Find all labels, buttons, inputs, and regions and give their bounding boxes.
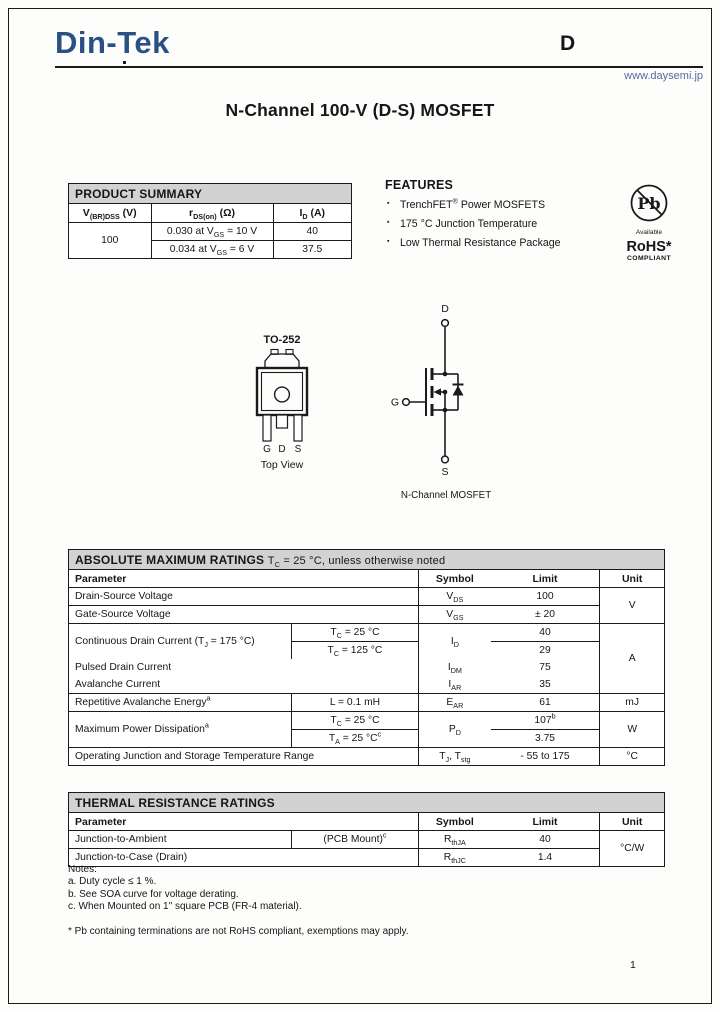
symbol-ear: $E_{AR}$ (419, 694, 491, 712)
cond-pcb-mount: (PCB Mount)$^c$ (291, 831, 418, 849)
unit-a: A (600, 624, 664, 694)
table-row (69, 831, 664, 849)
limit-pd-107: 107$^b$ (491, 712, 600, 730)
source-label: S (441, 466, 449, 478)
param-tj: Operating Junction and Storage Temperature Range (75, 751, 315, 762)
param-iar: Avalanche Current (69, 676, 419, 694)
param-rthjc: Junction-to-Case (Drain) (75, 852, 188, 863)
feature-item: ▪ TrenchFET® Power MOSFETS (385, 199, 620, 211)
svg-text:Pb: Pb (637, 194, 661, 213)
header-symbol: Symbol (419, 570, 491, 588)
note-c: c. When Mounted on 1" square PCB (FR-4 material). (68, 901, 302, 913)
header-parameter: Parameter (69, 570, 419, 588)
unit-w: W (600, 712, 664, 748)
header-parameter: Parameter (69, 813, 419, 831)
unit-v: V (600, 588, 664, 624)
cond-tc25: $T_C = 25$ °C (291, 624, 418, 642)
header-symbol: Symbol (419, 813, 491, 831)
cell-id-37: 37.5 (273, 241, 351, 259)
cond-ear: L = 0.1 mH (291, 694, 418, 712)
header-unit: Unit (600, 813, 664, 831)
header-rule (55, 66, 703, 68)
symbol-vds: $V_{DS}$ (419, 588, 491, 606)
table-row (69, 588, 664, 606)
rohs-label: RoHS* (626, 239, 672, 255)
pin-label-s: S (294, 444, 302, 455)
param-ear: Repetitive Avalanche Energy$^a$ (69, 694, 291, 712)
symbol-iar: $I_{AR}$ (419, 676, 491, 694)
param-vds: Drain-Source Voltage (69, 588, 419, 606)
package-name: TO-252 (263, 334, 301, 346)
col-header-rdson: $r_{DS(on)}$ (Ω) (151, 204, 273, 223)
pin-label-g: G (263, 444, 271, 455)
cell-id-40: 40 (273, 223, 351, 241)
abs-max-table (68, 549, 665, 766)
param-pd: Maximum Power Dissipation$^a$ (69, 712, 291, 748)
header-limit: Limit (491, 570, 600, 588)
cell-vbr-value: 100 (101, 235, 119, 246)
product-summary-table (68, 183, 352, 259)
compliant-label: COMPLIANT (627, 255, 671, 262)
symbol-rthja: $R_{thJA}$ (419, 831, 491, 849)
brand-logo: Din-Tek (55, 25, 170, 60)
drain-label: D (441, 303, 449, 315)
table-row (69, 606, 664, 624)
table-row (69, 223, 351, 241)
table-row (69, 694, 664, 712)
website-link[interactable]: www.daysemi.jp (624, 70, 703, 82)
note-a: a. Duty cycle ≤ 1 %. (68, 876, 157, 888)
package-caption: Top View (260, 459, 304, 471)
notes-section (68, 864, 302, 914)
abs-max-grid (69, 570, 664, 765)
col-header-id: $I_D$ (A) (273, 204, 351, 223)
schematic-caption: N-Channel MOSFET (400, 490, 492, 501)
param-id: Continuous Drain Current ($T_J = 175$ °C) (75, 636, 255, 650)
gate-label: G (390, 396, 400, 409)
pb-free-icon (628, 182, 670, 224)
table-header-row (69, 570, 664, 588)
thermal-table (68, 792, 665, 867)
cell-rds-10v: 0.030 at $V_{GS} = 10$ V (151, 223, 273, 241)
features-title: FEATURES (385, 178, 454, 192)
table-header-row (69, 813, 664, 831)
table-row (69, 659, 664, 676)
compliance-badges (616, 182, 682, 262)
package-drawing (230, 331, 335, 476)
table-row (69, 748, 664, 766)
limit-rthja: 40 (491, 831, 600, 849)
limit-pd-375: 3.75 (491, 730, 600, 748)
limit-id-125: 29 (539, 645, 551, 656)
symbol-vgs: $V_{GS}$ (419, 606, 491, 624)
header-unit: Unit (600, 570, 664, 588)
symbol-rthjc: $R_{thJC}$ (419, 849, 491, 867)
feature-item: ▪ Low Thermal Resistance Package (385, 237, 620, 249)
limit-idm: 75 (539, 662, 551, 673)
param-vgs: Gate-Source Voltage (69, 606, 419, 624)
header-limit: Limit (491, 813, 600, 831)
cell-rds-6v: 0.034 at $V_{GS} = 6$ V (151, 241, 273, 259)
doc-letter: D (560, 32, 576, 55)
symbol-id: $I_D$ (419, 624, 491, 660)
thermal-grid (69, 813, 664, 866)
notes-title: Notes: (68, 864, 97, 875)
table-header-row (69, 204, 351, 223)
param-idm: Pulsed Drain Current (75, 662, 172, 673)
limit-vgs: ± 20 (491, 606, 600, 624)
symbol-idm: $I_{DM}$ (419, 659, 491, 676)
abs-max-title: ABSOLUTE MAXIMUM RATINGS $T_C = 25$ °C, unless otherwise noted (69, 550, 664, 570)
unit-c: °C (600, 748, 664, 766)
unit-cw: °C/W (600, 831, 664, 867)
product-summary-grid (69, 204, 351, 258)
features-section (385, 178, 620, 256)
thermal-title: THERMAL RESISTANCE RATINGS (69, 793, 664, 813)
cond-pd-tc25: $T_C = 25$ °C (291, 712, 418, 730)
limit-tj: - 55 to 175 (520, 751, 570, 762)
product-summary-title: PRODUCT SUMMARY (69, 184, 351, 204)
table-row (69, 676, 664, 694)
limit-ear: 61 (491, 694, 600, 712)
param-rthja: Junction-to-Ambient (69, 831, 291, 849)
table-row (69, 624, 664, 642)
cond-tc125: $T_C = 125$ °C (291, 642, 418, 660)
logo-dot (123, 61, 126, 64)
cond-pd-ta25: $T_A = 25$ $^\circ C^c$ (291, 730, 418, 748)
feature-item: ▪ 175 °C Junction Temperature (385, 218, 620, 230)
page-number: 1 (630, 959, 636, 971)
unit-mj: mJ (600, 694, 664, 712)
limit-rthjc: 1.4 (537, 852, 553, 863)
available-label: Available (635, 229, 663, 236)
mosfet-schematic (390, 298, 502, 503)
note-b: b. See SOA curve for voltage derating. (68, 888, 239, 900)
pin-label-d: D (278, 444, 286, 455)
col-header-vbrdss: $V_{(BR)DSS}$ (V) (69, 204, 151, 223)
symbol-pd: $P_D$ (419, 712, 491, 748)
limit-iar: 35 (491, 676, 600, 694)
limit-vds: 100 (491, 588, 600, 606)
page-title: N-Channel 100-V (D-S) MOSFET (225, 100, 495, 120)
rohs-footnote: * Pb containing terminations are not RoHS compliant, exemptions may apply. (68, 926, 409, 937)
limit-id-25: 40 (491, 624, 600, 642)
symbol-tj: $T_J$, $T_{stg}$ (419, 748, 491, 766)
table-row (69, 712, 664, 730)
